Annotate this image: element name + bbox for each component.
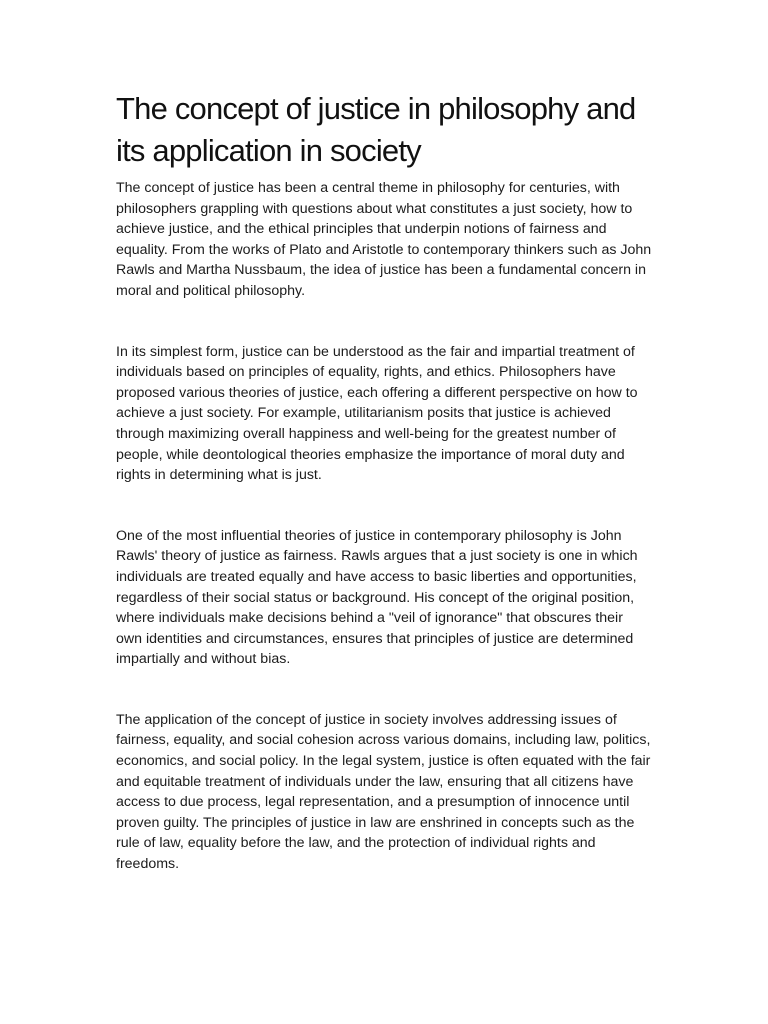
paragraph-1: The concept of justice has been a central theme in philosophy for centuries, with philosophers grappling with questions about what constitutes a just society, how to achieve justice, and the ethical principles that underpin notions of fairness and equality. From the works of Plato and Aristotle to contemporary thinkers such as John Rawls and Martha Nussbaum, the idea of justice has been a fundamental concern in moral and political philosophy. (116, 180, 652, 299)
paragraph-2: In its simplest form, justice can be understood as the fair and impartial treatment of individuals based on principles of equality, rights, and ethics. Philosophers have proposed various theories of justice, each offering a different perspective on how to achieve a just society. For example, utilitarianism posits that justice is achieved through maximizing overall happiness and well-being for the greatest number of people, while deontological theories emphasize the importance of moral duty and rights in determining what is just. (116, 343, 638, 484)
document-page (116, 88, 652, 915)
document-title: The concept of justice in philosophy and its application in society (116, 91, 636, 168)
paragraph-4: The application of the concept of justice in society involves addressing issues of fairness, equality, and social cohesion across various domains, including law, politics, economics, and social policy. In the legal system, justice is often equated with the fair and equitable treatment of individuals under the law, ensuring that all citizens have access to due process, legal representation, and a presumption of innocence until proven guilty. The principles of justice in law are enshrined in concepts such as the rule of law, equality before the law, and the protection of individual rights and freedoms. (116, 711, 651, 873)
paragraph-3: One of the most influential theories of justice in contemporary philosophy is John Rawls' theory of justice as fairness. Rawls argues that a just society is one in which individuals are treated equally and have access to basic liberties and opportunities, regardless of their social status or background. His concept of the original position, where individuals make decisions behind a "veil of ignorance" that obscures their own identities and circumstances, ensures that principles of justice are determined impartially and without bias. (116, 527, 638, 668)
